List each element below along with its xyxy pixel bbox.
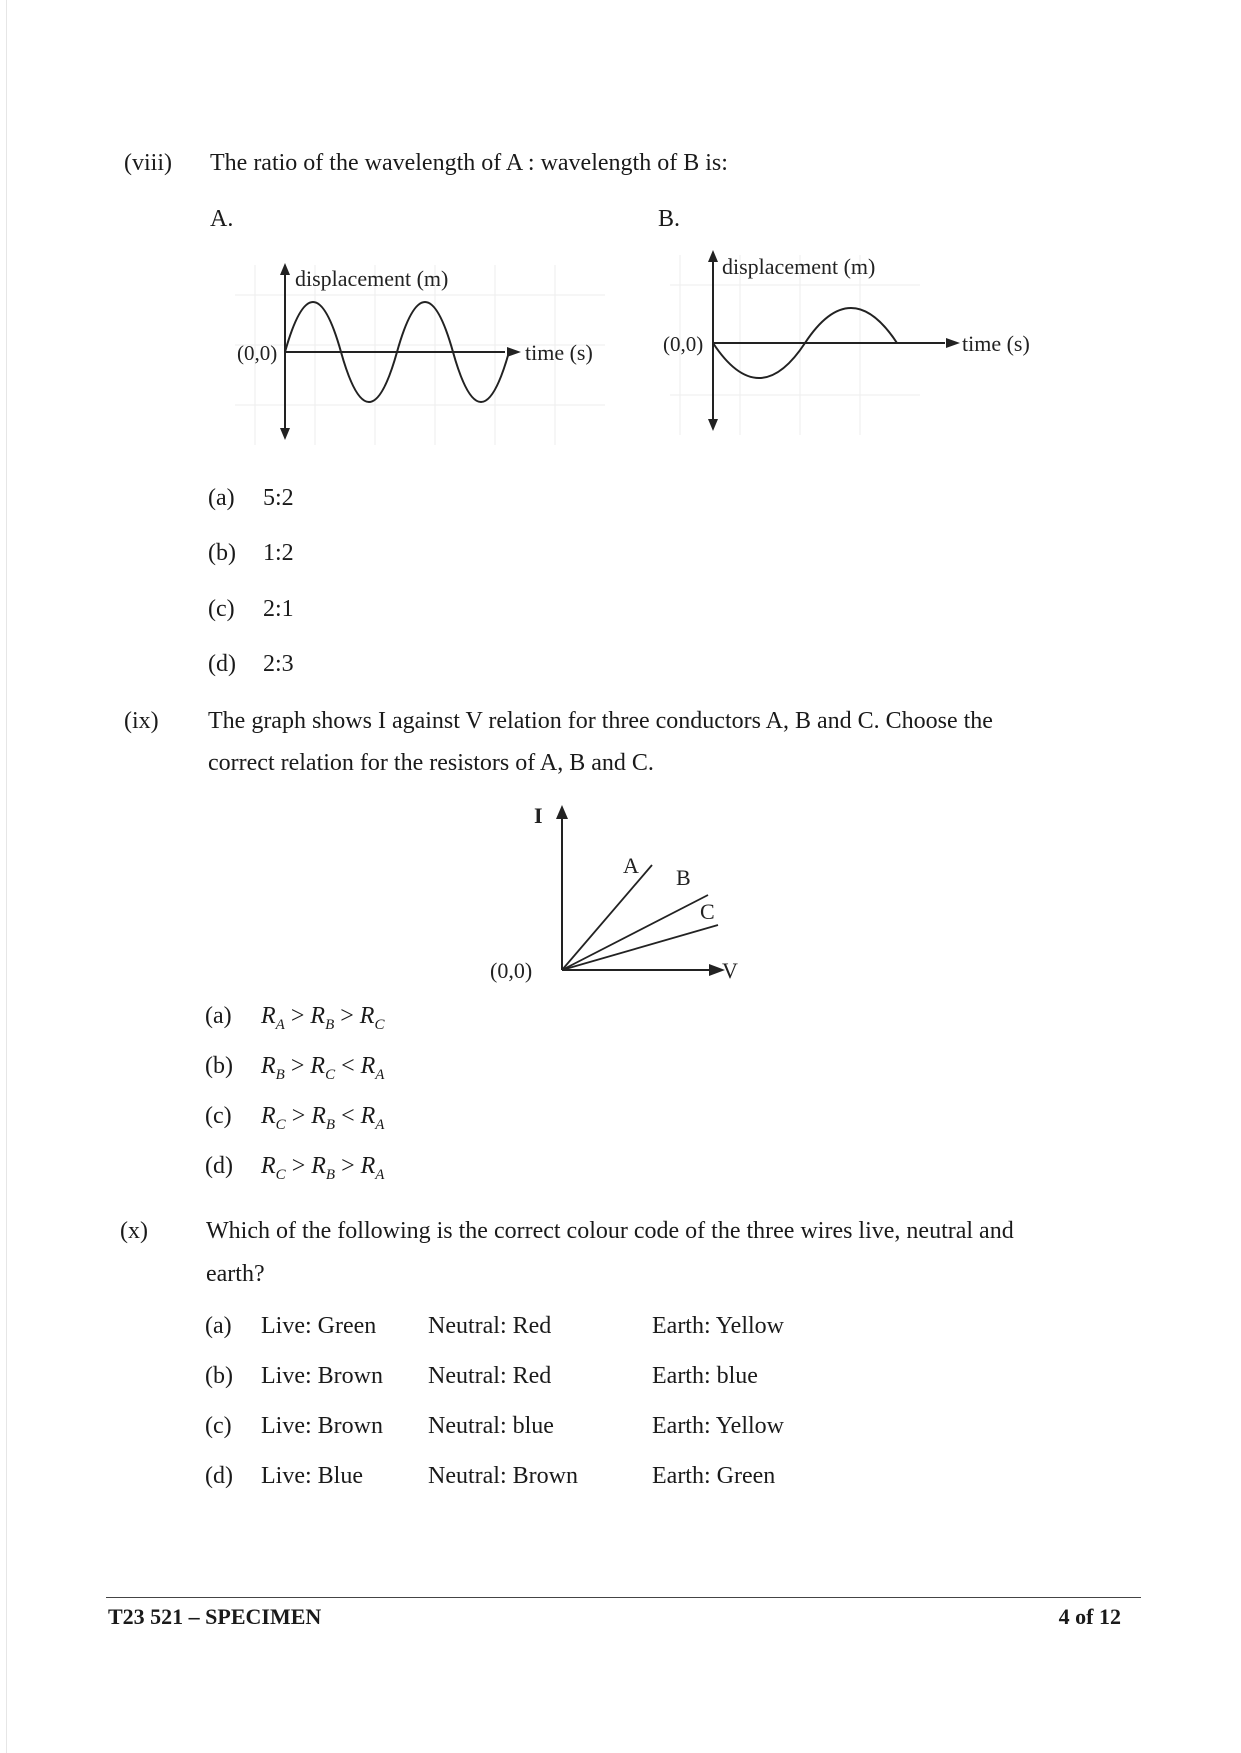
q9-option-c-relation: $R_C > R_B < R_A$ xyxy=(261,1103,385,1133)
q10-option-a-live: Live: Green xyxy=(261,1313,377,1339)
q10-text-line1: Which of the following is the correct colour code of the three wires live, neutral and xyxy=(206,1218,1014,1244)
q8-option-d-text: 2:3 xyxy=(263,651,294,677)
q9-option-d-relation: $R_C > R_B > R_A$ xyxy=(261,1153,385,1183)
q10-text-line2: earth? xyxy=(206,1261,265,1287)
q9-option-d-letter: (d) xyxy=(205,1153,233,1179)
footer-divider xyxy=(106,1597,1141,1598)
q9-line-c-label: C xyxy=(700,899,715,924)
q9-text-line2: correct relation for the resistors of A, B and C. xyxy=(208,750,654,776)
q8-graph-a-ylabel: displacement (m) xyxy=(295,266,449,291)
q8-graph-b-xlabel: time (s) xyxy=(962,331,1030,356)
q10-option-d-live: Live: Blue xyxy=(261,1463,363,1489)
q8-graph-a xyxy=(225,255,625,455)
q8-graph-b-grid xyxy=(670,255,920,435)
q10-option-c-live: Live: Brown xyxy=(261,1413,383,1439)
q9-line-a xyxy=(562,865,652,970)
scan-edge xyxy=(6,0,7,1753)
q10-option-b-live: Live: Brown xyxy=(261,1363,383,1389)
q9-number: (ix) xyxy=(124,708,159,734)
q10-option-a-letter: (a) xyxy=(205,1313,232,1339)
q9-option-b-letter: (b) xyxy=(205,1053,233,1079)
q8-graph-a-y-arrow-down xyxy=(280,428,290,440)
q9-i-label: I xyxy=(534,803,543,828)
q8-graph-a-xlabel: time (s) xyxy=(525,340,593,365)
q8-graph-a-origin: (0,0) xyxy=(237,341,278,365)
q9-option-c-letter: (c) xyxy=(205,1103,232,1129)
q10-option-b-earth: Earth: blue xyxy=(652,1363,758,1389)
q9-line-b xyxy=(562,895,708,970)
q8-text: The ratio of the wavelength of A : wavelength of B is: xyxy=(210,150,728,176)
q10-option-c-neutral: Neutral: blue xyxy=(428,1413,554,1439)
q8-number: (viii) xyxy=(124,150,172,176)
q10-option-d-earth: Earth: Green xyxy=(652,1463,776,1489)
q8-graph-b-ylabel: displacement (m) xyxy=(722,254,876,279)
q9-option-a-letter: (a) xyxy=(205,1003,232,1029)
q8-graph-a-y-arrow-up xyxy=(280,263,290,275)
q10-option-d-letter: (d) xyxy=(205,1463,233,1489)
q9-iv-graph xyxy=(490,795,760,1000)
q8-graph-a-label: A. xyxy=(210,206,234,232)
q8-graph-b-origin: (0,0) xyxy=(663,332,704,356)
q8-option-c-text: 2:1 xyxy=(263,596,294,622)
q9-option-a-relation: $R_A > R_B > R_C$ xyxy=(261,1003,385,1033)
q8-option-a-letter: (a) xyxy=(208,485,235,511)
q10-option-a-neutral: Neutral: Red xyxy=(428,1313,552,1339)
q9-option-b-relation: $R_B > R_C < R_A$ xyxy=(261,1053,385,1083)
q8-graph-b-y-arrow-up xyxy=(708,250,718,262)
q8-graph-a-x-arrow xyxy=(507,347,521,357)
q8-graph-b xyxy=(660,245,1060,445)
q10-option-a-earth: Earth: Yellow xyxy=(652,1313,784,1339)
q10-option-c-earth: Earth: Yellow xyxy=(652,1413,784,1439)
q10-option-b-neutral: Neutral: Red xyxy=(428,1363,552,1389)
q8-option-b-letter: (b) xyxy=(208,540,236,566)
q8-graph-b-y-arrow-down xyxy=(708,419,718,431)
q9-i-axis-arrow xyxy=(556,805,568,819)
footer-page-number: 4 of 12 xyxy=(1058,1604,1121,1629)
q10-option-b-letter: (b) xyxy=(205,1363,233,1389)
q8-option-d-letter: (d) xyxy=(208,651,236,677)
footer-paper-code: T23 521 – SPECIMEN xyxy=(108,1604,322,1629)
q9-text-line1: The graph shows I against V relation for three conductors A, B and C. Choose the xyxy=(208,708,993,734)
q8-graph-b-x-arrow xyxy=(946,338,960,348)
q9-origin-label: (0,0) xyxy=(490,958,533,983)
q9-line-a-label: A xyxy=(623,853,639,878)
q9-line-c xyxy=(562,925,718,970)
q8-option-a-text: 5:2 xyxy=(263,485,294,511)
q8-option-b-text: 1:2 xyxy=(263,540,294,566)
q10-number: (x) xyxy=(120,1218,148,1244)
q9-v-label: V xyxy=(722,958,738,983)
q9-line-b-label: B xyxy=(676,865,691,890)
q10-option-c-letter: (c) xyxy=(205,1413,232,1439)
q10-option-d-neutral: Neutral: Brown xyxy=(428,1463,578,1489)
q8-option-c-letter: (c) xyxy=(208,596,235,622)
q8-graph-b-label: B. xyxy=(658,206,681,232)
